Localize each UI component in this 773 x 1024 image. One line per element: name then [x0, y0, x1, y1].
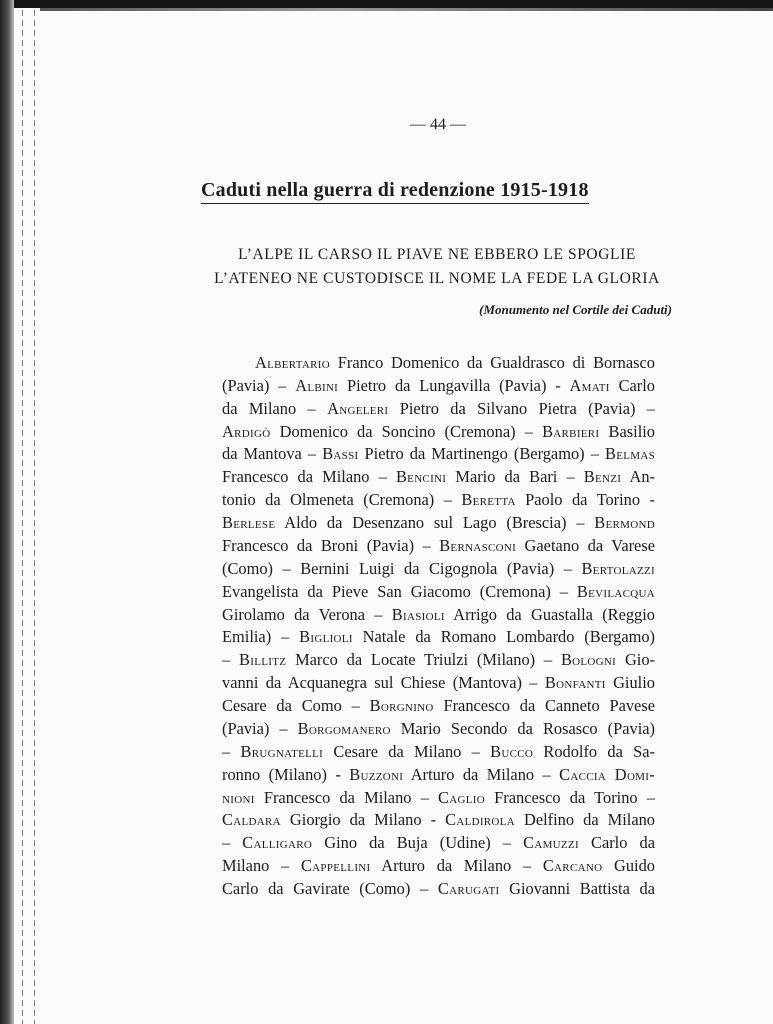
entry-text: Pietro da Silvano Pietra (Pavia) –	[388, 398, 655, 418]
surname: Bassi	[322, 444, 359, 464]
body-line	[222, 422, 655, 442]
body-line	[222, 650, 655, 670]
surname: Caccia Domi-	[559, 764, 655, 784]
body-line	[222, 582, 655, 602]
surname: Bologni	[560, 650, 617, 670]
body-line	[222, 444, 655, 464]
epigraph-attribution: (Monumento nel Cortile dei Caduti)	[479, 302, 672, 317]
entry-text: Cesare da Milano –	[323, 741, 491, 761]
scan-left-edge	[0, 0, 14, 1024]
surname: Bertolazzi	[581, 558, 655, 578]
surname: Biglioli	[299, 627, 353, 647]
entry-text: (Como) – Bernini Luigi da Cigognola (Pavia) –	[222, 558, 582, 578]
surname: Buzzoni	[349, 764, 404, 784]
surname: Bonfanti	[544, 673, 606, 693]
entry-text: Mario da Bari –	[446, 467, 584, 487]
entry-text: Carlo da Gavirate (Como) –	[222, 879, 438, 898]
entry-text: ronno (Milano) -	[222, 764, 350, 784]
entry-text: An-	[621, 467, 655, 487]
surname: Billitz	[239, 650, 287, 670]
entry-text: Paolo da Torino -	[515, 490, 655, 510]
entry-text: Arturo da Milano –	[403, 764, 560, 784]
body-line	[222, 467, 655, 487]
scan-top-border	[0, 0, 773, 8]
entry-text: Pietro da Lungavilla (Pavia) -	[338, 375, 570, 395]
entry-text: vanni da Acquanegra sul Chiese (Mantova) –	[222, 673, 545, 693]
body-line	[255, 353, 655, 373]
surname: Biasioli	[391, 604, 445, 624]
entry-text: Giulio	[605, 673, 655, 693]
body-line	[222, 810, 655, 830]
body-line	[222, 399, 655, 419]
page-title: Caduti nella guerra di redenzione 1915-1918	[201, 179, 589, 204]
surname: Caldara	[222, 810, 281, 830]
surname: Borgomanero	[297, 718, 391, 738]
body-line	[222, 788, 655, 808]
surname: Amati	[569, 375, 610, 395]
surname: Borgnino	[369, 696, 434, 716]
surname: Calligaro	[242, 833, 313, 853]
entry-text: Cesare da Como –	[222, 696, 370, 716]
entry-text: Aldo da Desenzano sul Lago (Brescia) –	[275, 513, 595, 533]
epigraph-line: L’ALPE IL CARSO IL PIAVE NE EBBERO LE SPOGLIE	[238, 246, 636, 263]
body-line	[222, 833, 655, 853]
surname: Caglio	[438, 787, 485, 807]
entry-text: Francesco da Milano –	[254, 787, 439, 807]
surname: Caldirola	[445, 810, 515, 830]
surname: Albini	[295, 375, 339, 395]
scan-left-line	[22, 10, 23, 1024]
body-line	[222, 376, 655, 396]
entry-text: tonio da Olmeneta (Cremona) –	[222, 490, 462, 510]
entry-text: Carlo	[609, 375, 655, 395]
surname: Cappellini	[300, 856, 371, 876]
entry-text: Carlo da	[578, 833, 655, 853]
entry-text: –	[222, 650, 240, 670]
entry-text: Pietro da Martinengo (Bergamo) –	[358, 444, 605, 464]
body-line	[222, 559, 655, 579]
surname: Bencini	[395, 467, 447, 487]
entry-text: Francesco da Torino –	[485, 787, 656, 807]
body-line	[222, 490, 655, 510]
scan-left-line	[34, 10, 35, 1024]
surname: Camuzzi	[523, 833, 579, 853]
body-line	[222, 879, 655, 899]
entry-text: Gino da Buja (Udine) –	[312, 833, 524, 853]
body-line	[222, 627, 655, 647]
entry-text: Arrigo da Guastalla (Reggio	[444, 604, 655, 624]
entry-text: (Pavia) –	[222, 718, 298, 738]
surname: Brugnatelli	[240, 741, 324, 761]
entry-text: Delfino da Milano	[514, 810, 655, 830]
entry-text: da Mantova –	[222, 444, 323, 464]
surname: Angeleri	[327, 398, 389, 418]
entry-text: (Pavia) –	[222, 375, 296, 395]
surname: Berlese	[222, 513, 276, 533]
entry-text: Giovanni Battista da	[499, 879, 656, 898]
entry-text: Giorgio da Milano -	[280, 810, 446, 830]
surname: Albertario	[255, 353, 331, 372]
body-line	[222, 696, 655, 716]
epigraph-line: L’ATENEO NE CUSTODISCE IL NOME LA FEDE LA GLORIA	[214, 270, 660, 287]
entry-text: Girolamo da Verona –	[222, 604, 392, 624]
page-number: — 44 —	[410, 116, 466, 133]
body-line	[222, 856, 655, 876]
surname: Ardigò	[222, 421, 271, 441]
surname: Carugati	[437, 879, 500, 898]
surname: Bevilacqua	[576, 581, 655, 601]
entry-text: Mario Secondo da Rosasco (Pavia)	[390, 718, 655, 738]
entry-text: Evangelista da Pieve San Giacomo (Cremona) –	[222, 581, 577, 601]
entry-text: Domenico da Soncino (Cremona) –	[270, 421, 543, 441]
surname: Bermond	[594, 513, 655, 533]
surname: Bernasconi	[439, 535, 517, 555]
body-line	[222, 673, 655, 693]
entry-text: da Milano –	[222, 398, 328, 418]
scan-top-shadow	[40, 8, 773, 11]
entry-text: –	[222, 741, 241, 761]
entry-text: Francesco da Broni (Pavia) –	[222, 535, 440, 555]
body-line	[222, 719, 655, 739]
body-line	[222, 765, 655, 785]
surname: Carcano	[542, 856, 603, 876]
body-line	[222, 605, 655, 625]
surname: Bucco	[490, 741, 534, 761]
body-line	[222, 742, 655, 762]
entry-text: Gaetano da Varese	[516, 535, 655, 555]
entry-text: Milano –	[222, 856, 301, 876]
entry-text: Francesco da Canneto Pavese	[433, 696, 655, 716]
entry-text: –	[222, 833, 243, 853]
surname: Belmas	[604, 444, 655, 464]
body-line	[222, 536, 655, 556]
entry-text: Marco da Locate Triulzi (Milano) –	[286, 650, 561, 670]
entry-text: Emilia) –	[222, 627, 300, 647]
surname: Barbieri	[542, 421, 600, 441]
surname: Beretta	[461, 490, 516, 510]
entry-text: Arturo da Milano –	[370, 856, 543, 876]
entry-text: Gio-	[616, 650, 655, 670]
entry-text: Natale da Romano Lombardo (Bergamo)	[352, 627, 656, 647]
entry-text: Guido	[602, 856, 655, 876]
surname: nioni	[222, 787, 255, 807]
body-line	[222, 513, 655, 533]
surname: Benzi	[583, 467, 622, 487]
entry-text: Basilio	[599, 421, 656, 441]
entry-text: Franco Domenico da Gualdrasco di Bornasco	[330, 353, 655, 372]
entry-text: Francesco da Milano –	[222, 467, 396, 487]
entry-text: Rodolfo da Sa-	[533, 741, 655, 761]
